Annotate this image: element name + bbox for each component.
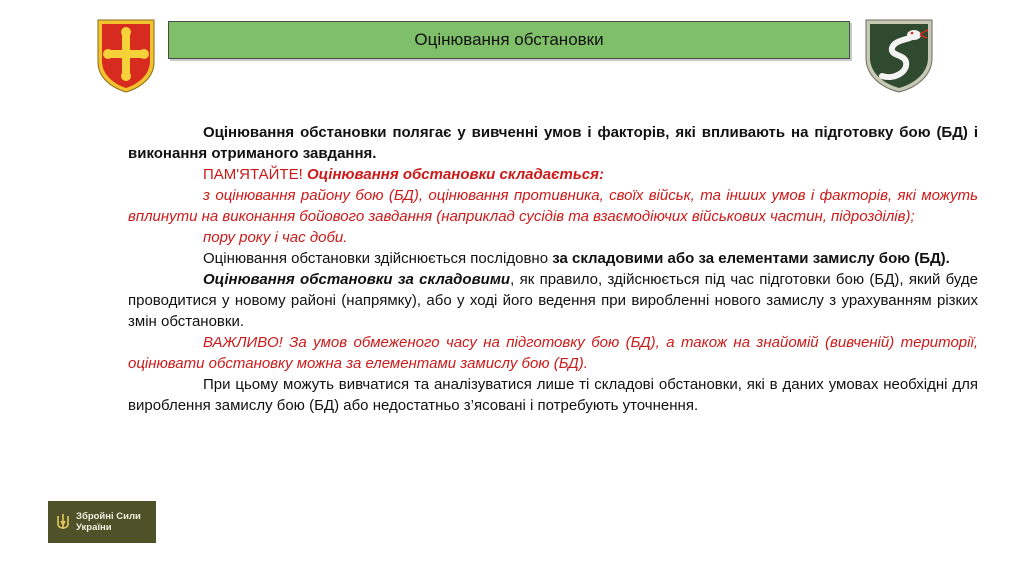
remember-heading: Оцінювання обстановки складається:: [306, 166, 604, 183]
main-text: [128, 122, 978, 416]
remember-label: ПАМ'ЯТАЙТЕ!: [203, 166, 307, 183]
paragraph-by-components: [128, 269, 978, 332]
snake-shield-emblem-icon: [864, 18, 934, 94]
paragraph-analysis: При цьому можуть вивчатися та аналізуватися лише ті складові обстановки, які в даних умовах необхідні для вироблення замислу бою (БД) або недостатньо з’ясовані і потребують уточнення.: [128, 376, 978, 414]
armed-forces-logo: [48, 501, 156, 543]
sequence-text: Оцінювання обстановки здійснюється послідовно: [203, 250, 553, 267]
page-title-bar: [168, 21, 850, 59]
page-title: Оцінювання обстановки: [414, 30, 604, 49]
paragraph-sequence: [128, 248, 978, 269]
trident-icon: [56, 513, 70, 531]
paragraph-definition: [128, 122, 978, 164]
definition-text: Оцінювання обстановки полягає у вивченні умов і факторів, які впливають на підготовку бою (БД) і виконання отриманого завдання.: [128, 124, 978, 162]
cross-shield-emblem-icon: [96, 18, 156, 94]
paragraph-remember: [128, 164, 978, 185]
paragraph-season-time: пору року і час доби.: [203, 229, 348, 246]
by-components-heading: Оцінювання обстановки за складовими: [203, 271, 511, 288]
paragraph-components-list: з оцінювання району бою (БД), оцінювання противника, своїх військ, та інших умов і факторів, які можуть вплинути на виконання бойового завдання (наприклад сусідів та взаємодіючих військових частин, підрозділів);: [128, 187, 978, 225]
by-components-text: , як правило, здійснюється під час підготовки бою (БД), який буде проводитися у новому районі (напрямку), або у ході його ведення при виробленні нового замислу з урахуванням різких змін обстановки.: [128, 271, 979, 330]
paragraph-important: ВАЖЛИВО! За умов обмеженого часу на підготовку бою (БД), а також на знайомій (вивченій) території, оцінювати обстановку можна за елементами замислу бою (БД).: [128, 334, 978, 372]
logo-text: Збройні Сили України: [76, 511, 141, 533]
sequence-bold: за складовими або за елементами замислу бою (БД).: [552, 250, 950, 267]
